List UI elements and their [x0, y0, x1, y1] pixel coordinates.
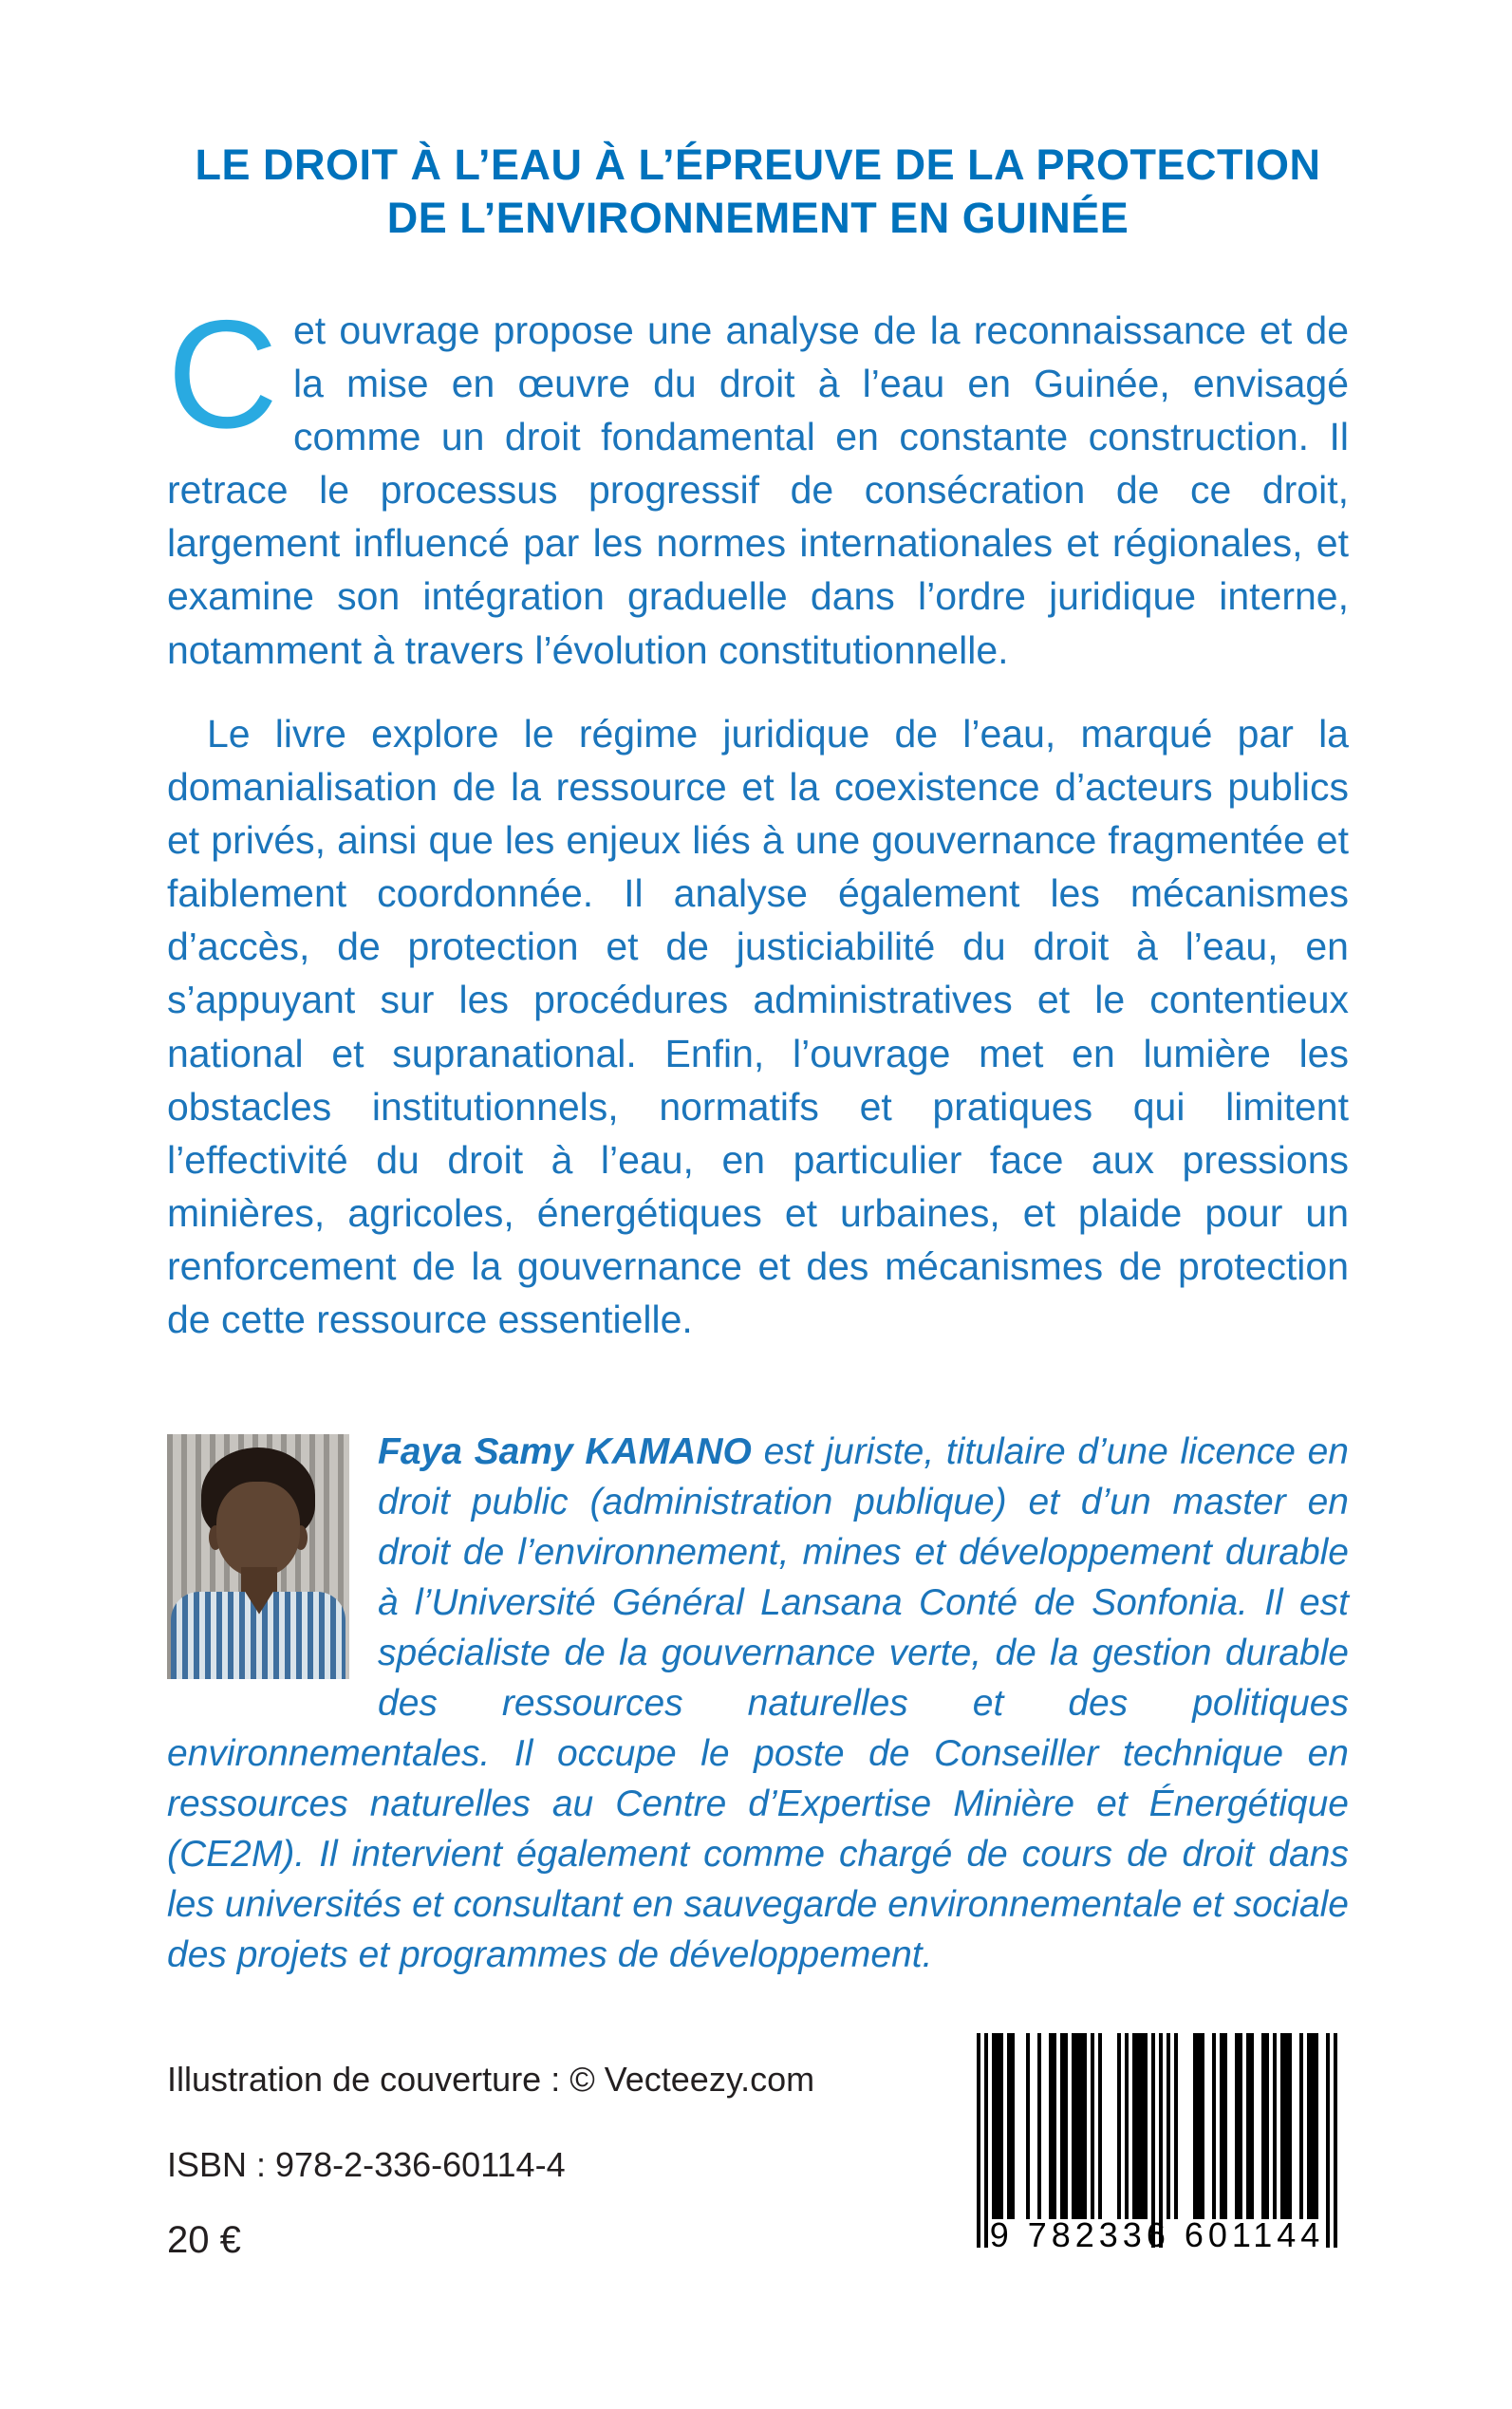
book-title-line2: DE L’ENVIRONNEMENT EN GUINÉE: [386, 193, 1129, 242]
barcode-number: 9 782336 601144: [989, 2214, 1325, 2254]
author-bio: [167, 1427, 1349, 1980]
isbn: ISBN : 978-2-336-60114-4: [167, 2144, 566, 2184]
author-photo: [167, 1434, 349, 1679]
synopsis-paragraph-1-text: et ouvrage propose une analyse de la reconnaissance et de la mise en œuvre du droit à l’eau en Guinée, envisagé comme un droit fondamental en constante construction. Il retrace le processus progressif de consécration de ce droit, largement influencé par les normes internationales et régionales, et examine son intégration graduelle dans l’ordre juridique interne, notamment à travers l’évolution constitutionnelle.: [167, 308, 1349, 672]
barcode: [965, 2033, 1349, 2255]
author-bio-text: [167, 1427, 1349, 1980]
author-bio-body: est juriste, titulaire d’une licence en droit public (administration publique) et d’un master en droit de l’environnement, mines et développement durable à l’Université Général Lansana Conté de Sonfonia. Il est spécialiste de la gouvernance verte, de la gestion durable des ressources naturelles et des politiques environnementales. Il occupe le poste de Conseiller technique en ressources naturelles au Centre d’Expertise Minière et Énergétique (CE2M). Il intervient également comme chargé de cours de droit dans les universités et consultant en sauvegarde environnementale et sociale des projets et programmes de développement.: [167, 1430, 1349, 1975]
drop-cap: C: [167, 288, 278, 460]
photo-face: [216, 1482, 300, 1577]
price: 20 €: [167, 2218, 241, 2261]
author-name: Faya Samy KAMANO: [378, 1430, 752, 1472]
synopsis-paragraph-2: Le livre explore le régime juridique de l’eau, marqué par la domanialisation de la ressource et la coexistence d’acteurs publics et privés, ainsi que les enjeux liés à une gouvernance fragmentée et faiblement coordonnée. Il analyse également les mécanismes d’accès, de protection et de justiciabilité du droit à l’eau, en s’appuyant sur les procédures administratives et le contentieux national et supranational. Enfin, l’ouvrage met en lumière les obstacles institutionnels, normatifs et pratiques qui limitent l’effectivité du droit à l’eau, en particulier face aux pressions minières, agricoles, énergétiques et urbaines, et plaide pour un renforcement de la gouvernance et des mécanismes de protection de cette ressource essentielle.: [167, 711, 1349, 1342]
book-title: [167, 139, 1349, 245]
book-title-line1: LE DROIT À L’EAU À L’ÉPREUVE DE LA PROTECTION: [195, 140, 1321, 189]
synopsis-paragraph-1: [167, 288, 1349, 677]
footer-left: [167, 2033, 814, 2262]
footer: [167, 2033, 1349, 2262]
synopsis: [167, 288, 1349, 1347]
illustration-credit: Illustration de couverture : © Vecteezy.com: [167, 2059, 815, 2099]
